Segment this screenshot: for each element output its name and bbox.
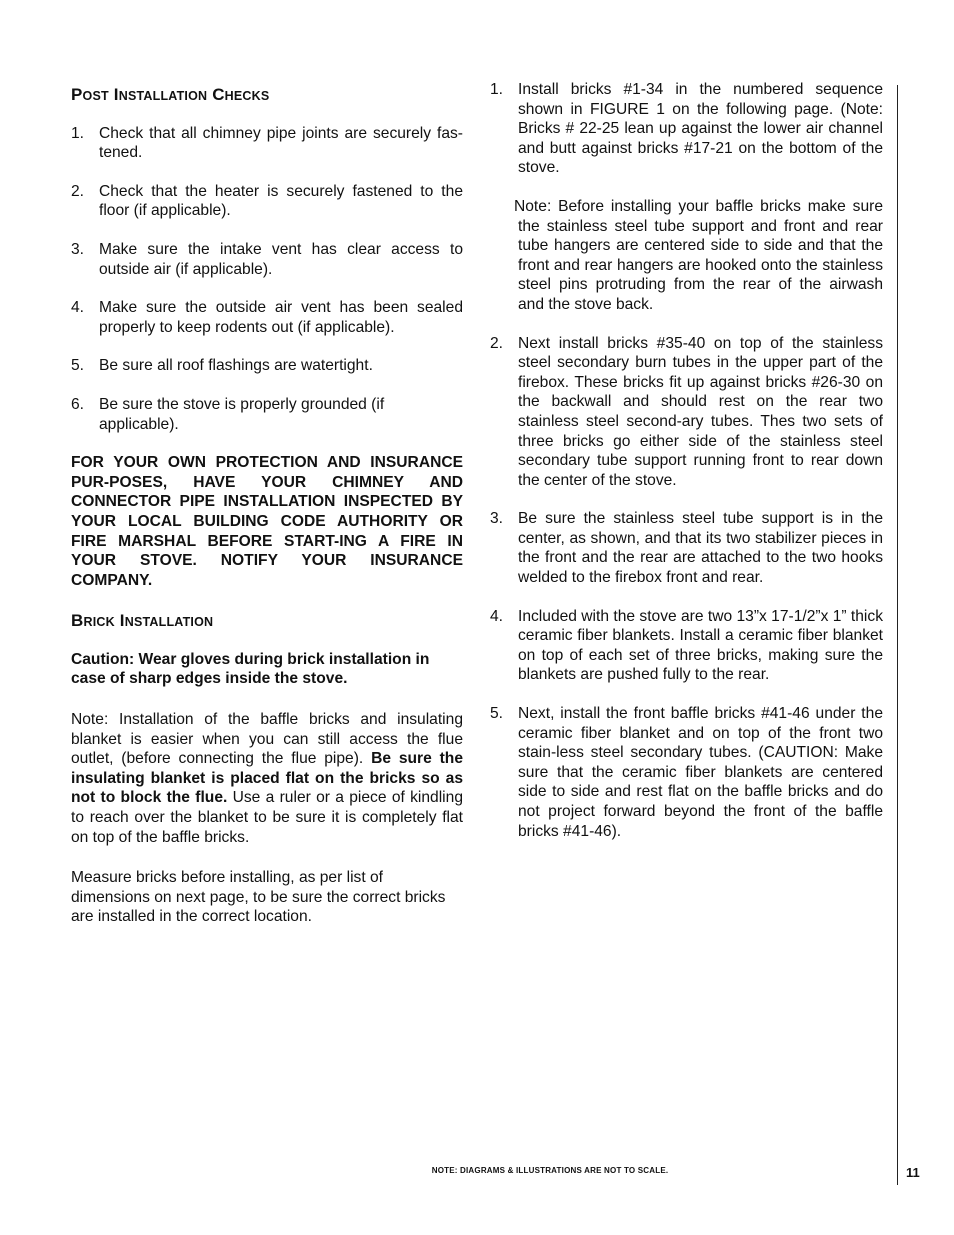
list-item: 2. Check that the heater is securely fastened to the floor (if applicable). (71, 182, 463, 220)
brick-steps-list (490, 80, 883, 178)
list-item: 5. Be sure all roof flashings are watertight. (71, 357, 373, 375)
list-item: 1. Install bricks #1-34 in the numbered sequence shown in FIGURE 1 on the following page. (Note: Bricks # 22-25 lean up against the lower air channel and butt against bricks #17-21 on the bottom of the stove. (490, 81, 883, 177)
list-item: 6. Be sure the stove is properly grounded (if applicable). (71, 395, 385, 433)
list-item: 4. Included with the stove are two 13”x 17-1/2”x 1” thick ceramic fiber blankets. Install a ceramic fiber blanket on top of each set of three bricks, making sure the blankets are pushed fully to the rear. (490, 607, 883, 684)
list-item: 5. Next, install the front baffle bricks #41-46 under the ceramic fiber blanket and on top of the front two stain-less steel secondary tubes. (CAUTION: Make sure that the ceramic fiber blankets are centered side to side and rest flat on the baffle bricks and do not project forward beyond the front of the baffle bricks #41-46). (490, 705, 883, 840)
list-item: 2. Next install bricks #35-40 on top of the stainless steel secondary burn tubes in the upper part of the firebox. These bricks fit up against bricks #26-30 on the backwall and should rest on the rear two stainless steel second-ary tubes. Thes two sets of three bricks go either side of the stainless steel secondary tube support running front to rear down the center of the stove. (490, 334, 883, 489)
right-column (490, 80, 883, 860)
left-column (71, 80, 463, 948)
checks-list (71, 124, 463, 435)
scale-note: NOTE: DIAGRAMS & ILLUSTRATIONS ARE NOT TO SCALE. (431, 1166, 669, 1175)
caution-text: Caution: Wear gloves during brick installation in case of sharp edges inside the stove. (71, 650, 430, 688)
list-item: 3. Make sure the intake vent has clear access to outside air (if applicable). (71, 240, 463, 278)
list-item: 1. Check that all chimney pipe joints are securely fas-tened. (71, 124, 463, 162)
brick-steps-list-continued (490, 334, 883, 842)
page-number: 11 (906, 1165, 920, 1180)
insurance-warning: FOR YOUR OWN PROTECTION AND INSURANCE PUR-POSES, HAVE YOUR CHIMNEY AND CONNECTOR PIPE INSTALLATION INSPECTED BY YOUR LOCAL BUILDING CODE AUTHORITY OR FIRE MARSHAL BEFORE START-ING A FIRE IN YOUR STOVE. NOTIFY YOUR INSURANCE COMPANY. (71, 454, 463, 589)
baffle-note: Note: Before installing your baffle bricks make sure the stainless steel tube support and front and rear tube hangers are centered side to side and that the front and rear hangers are hooked onto the stainless steel pins protruding from the rear of the airwash and the stove back. (514, 197, 883, 313)
blanket-note: Note: Installation of the baffle bricks and insulating blanket is easier when you can still access the flue outlet, (before connecting the flue pipe). Be sure the insulating blanket is placed flat on the bricks so as not to block the flue. Use a ruler or a piece of kindling to reach over the blanket to be sure it is completely flat on top of the baffle bricks. (71, 711, 463, 846)
margin-rule (897, 85, 898, 1185)
list-item: 4. Make sure the outside air vent has been sealed properly to keep rodents out (if applicable). (71, 299, 463, 336)
brick-installation-heading: BRICK INSTALLATION (71, 611, 214, 631)
measure-note: Measure bricks before installing, as per list of dimensions on next page, to be sure the correct bricks are installed in the correct location. (71, 869, 446, 926)
list-item: 3. Be sure the stainless steel tube support is in the center, as shown, and that its two stabilizer pieces in the front and the rear are attached to the two hooks welded to the firebox front and rear. (490, 510, 883, 587)
post-installation-checks-heading: POST INSTALLATION CHECKS (71, 85, 270, 104)
